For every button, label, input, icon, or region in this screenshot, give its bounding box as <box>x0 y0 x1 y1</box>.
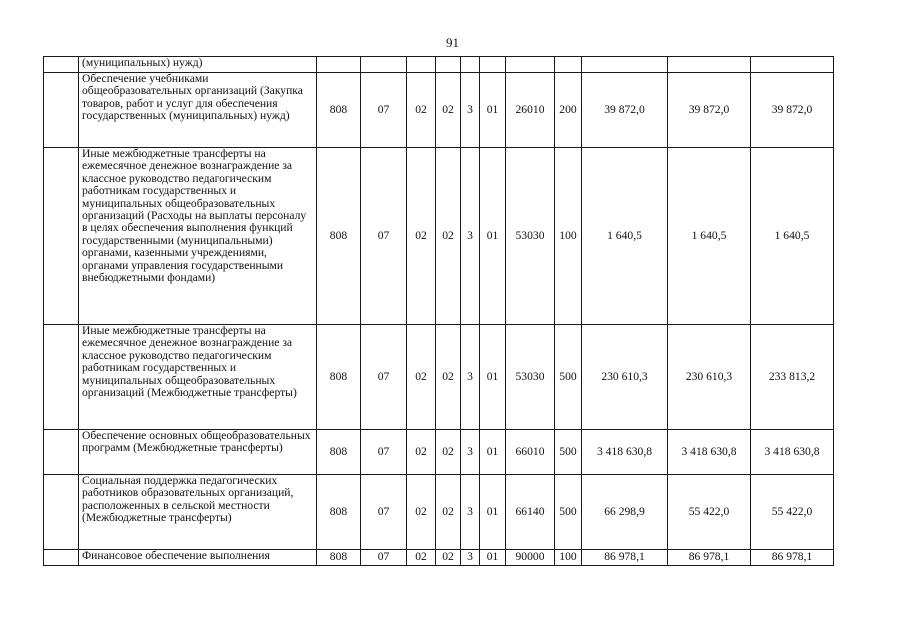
code-cell: 100 <box>555 550 582 566</box>
amount-cell: 39 872,0 <box>668 73 751 148</box>
code-cell: 07 <box>361 550 407 566</box>
amount-cell <box>751 57 834 73</box>
row-number-cell <box>44 325 79 430</box>
row-description: Обеспечение основных общеобразовательных программ (Межбюджетные трансферты) <box>79 430 317 475</box>
amount-cell <box>668 57 751 73</box>
code-cell: 500 <box>555 430 582 475</box>
code-cell: 02 <box>436 550 461 566</box>
budget-table <box>43 56 834 566</box>
table-row <box>44 57 834 73</box>
code-cell <box>317 57 361 73</box>
amount-cell: 66 298,9 <box>582 475 668 550</box>
code-cell: 808 <box>317 148 361 325</box>
table-row <box>44 475 834 550</box>
row-description: Иные межбюджетные трансферты на ежемесячное денежное вознаграждение за классное руководство педагогическим работникам государственных и муниципальных общеобразовательных организаций (Межбюджетные трансферты) <box>79 325 317 430</box>
code-cell: 01 <box>480 430 506 475</box>
amount-cell: 1 640,5 <box>582 148 668 325</box>
code-cell: 02 <box>436 430 461 475</box>
amount-cell: 1 640,5 <box>668 148 751 325</box>
code-cell <box>506 57 555 73</box>
code-cell: 808 <box>317 550 361 566</box>
row-number-cell <box>44 550 79 566</box>
code-cell: 500 <box>555 475 582 550</box>
code-cell: 90000 <box>506 550 555 566</box>
table-row <box>44 550 834 566</box>
page-number: 91 <box>446 35 459 50</box>
amount-cell: 55 422,0 <box>751 475 834 550</box>
code-cell <box>461 57 480 73</box>
row-number-cell <box>44 73 79 148</box>
code-cell: 500 <box>555 325 582 430</box>
row-description: Финансовое обеспечение выполнения <box>79 550 317 566</box>
amount-cell: 86 978,1 <box>668 550 751 566</box>
table-row <box>44 325 834 430</box>
table-row <box>44 430 834 475</box>
code-cell: 3 <box>461 73 480 148</box>
row-description: (муниципальных) нужд) <box>79 57 317 73</box>
amount-cell: 1 640,5 <box>751 148 834 325</box>
code-cell: 02 <box>407 550 436 566</box>
code-cell: 01 <box>480 73 506 148</box>
code-cell: 02 <box>407 325 436 430</box>
amount-cell: 230 610,3 <box>582 325 668 430</box>
code-cell <box>407 57 436 73</box>
code-cell: 808 <box>317 325 361 430</box>
row-number-cell <box>44 148 79 325</box>
code-cell: 200 <box>555 73 582 148</box>
code-cell: 01 <box>480 475 506 550</box>
code-cell: 02 <box>407 148 436 325</box>
code-cell: 02 <box>407 430 436 475</box>
amount-cell: 3 418 630,8 <box>751 430 834 475</box>
code-cell: 808 <box>317 73 361 148</box>
code-cell: 26010 <box>506 73 555 148</box>
amount-cell: 230 610,3 <box>668 325 751 430</box>
code-cell: 3 <box>461 550 480 566</box>
code-cell: 66010 <box>506 430 555 475</box>
code-cell: 02 <box>407 475 436 550</box>
code-cell: 808 <box>317 475 361 550</box>
amount-cell: 3 418 630,8 <box>582 430 668 475</box>
code-cell: 01 <box>480 148 506 325</box>
code-cell: 07 <box>361 430 407 475</box>
row-number-cell <box>44 475 79 550</box>
code-cell <box>480 57 506 73</box>
amount-cell: 55 422,0 <box>668 475 751 550</box>
code-cell <box>436 57 461 73</box>
code-cell: 100 <box>555 148 582 325</box>
code-cell: 02 <box>436 73 461 148</box>
table-row <box>44 73 834 148</box>
code-cell: 3 <box>461 325 480 430</box>
code-cell: 3 <box>461 148 480 325</box>
code-cell: 01 <box>480 325 506 430</box>
amount-cell: 39 872,0 <box>582 73 668 148</box>
code-cell: 07 <box>361 148 407 325</box>
row-description: Социальная поддержка педагогических работников образовательных организаций, расположенных в сельской местности (Межбюджетные трансферты) <box>79 475 317 550</box>
code-cell: 53030 <box>506 325 555 430</box>
amount-cell: 86 978,1 <box>751 550 834 566</box>
amount-cell: 39 872,0 <box>751 73 834 148</box>
code-cell: 02 <box>436 325 461 430</box>
code-cell: 07 <box>361 475 407 550</box>
amount-cell: 3 418 630,8 <box>668 430 751 475</box>
table-row <box>44 148 834 325</box>
code-cell: 02 <box>407 73 436 148</box>
code-cell: 3 <box>461 475 480 550</box>
amount-cell <box>582 57 668 73</box>
code-cell: 02 <box>436 475 461 550</box>
row-description: Обеспечение учебниками общеобразовательных организаций (Закупка товаров, работ и услуг для обеспечения государственных (муниципальных) нужд) <box>79 73 317 148</box>
code-cell: 3 <box>461 430 480 475</box>
amount-cell: 233 813,2 <box>751 325 834 430</box>
row-description: Иные межбюджетные трансферты на ежемесячное денежное вознаграждение за классное руководство педагогическим работникам государственных и муниципальных общеобразовательных организаций (Расходы на выплаты персоналу в целях обеспечения выполнения функций государственными (муниципальными) органами, казенными учреждениями, органами управления государственными внебюджетными фондами) <box>79 148 317 325</box>
code-cell: 01 <box>480 550 506 566</box>
code-cell: 53030 <box>506 148 555 325</box>
row-number-cell <box>44 430 79 475</box>
code-cell <box>361 57 407 73</box>
code-cell: 808 <box>317 430 361 475</box>
code-cell <box>555 57 582 73</box>
code-cell: 07 <box>361 325 407 430</box>
code-cell: 07 <box>361 73 407 148</box>
amount-cell: 86 978,1 <box>582 550 668 566</box>
code-cell: 66140 <box>506 475 555 550</box>
code-cell: 02 <box>436 148 461 325</box>
row-number-cell <box>44 57 79 73</box>
